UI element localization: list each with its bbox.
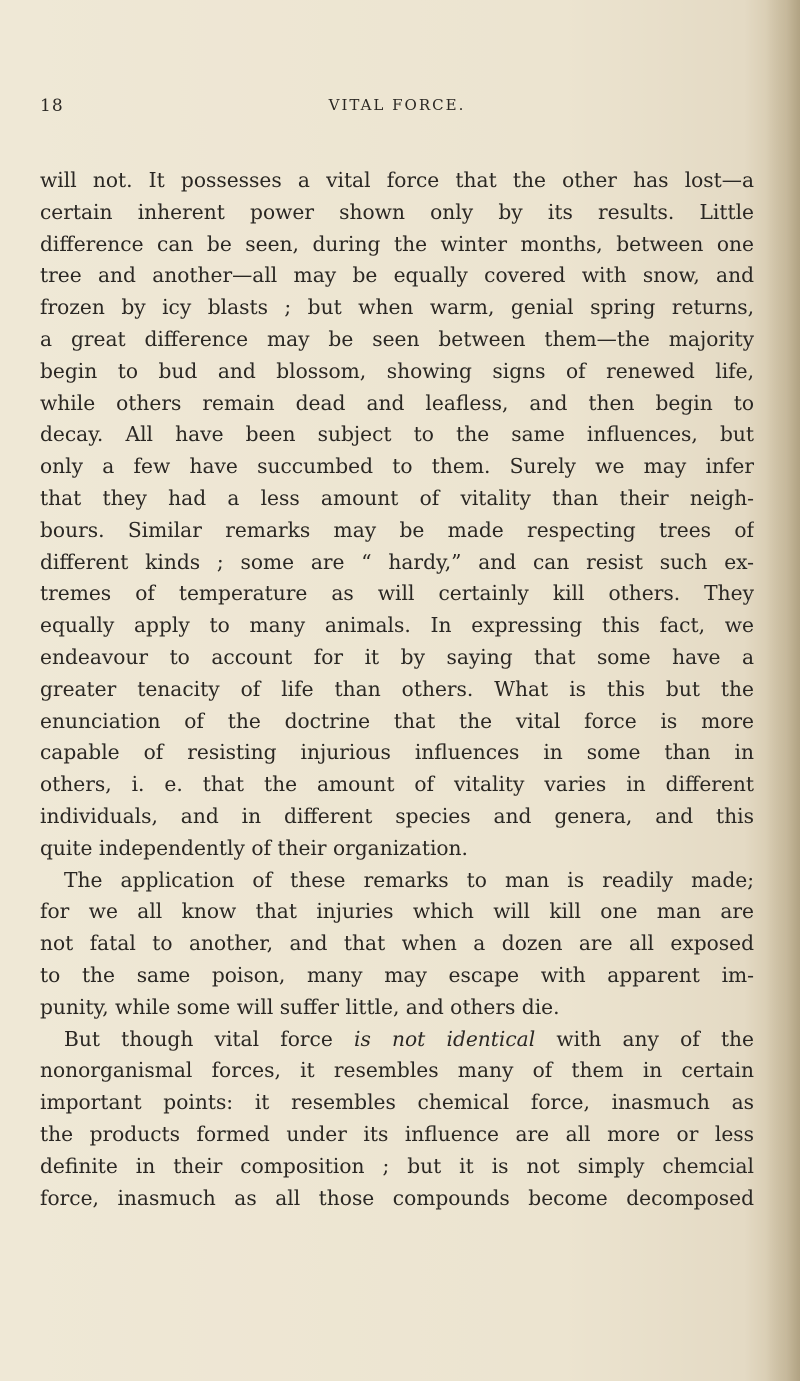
text-line: different kinds ; some are “ hardy,” and can resist such ex-: [40, 549, 754, 574]
text-line: others, i. e. that the amount of vitality varies in different: [40, 772, 754, 797]
text-line: that they had a less amount of vitality than their neigh-: [40, 485, 754, 510]
page-number: 18: [40, 96, 64, 116]
text-line: capable of resisting injurious influences in some than in: [40, 740, 754, 765]
text-line: tree and another—all may be equally covered with snow, and: [40, 263, 754, 288]
text-line: will not. It possesses a vital force that the other has lost—a: [40, 168, 754, 192]
text-line: a great difference may be seen between them—the majority: [40, 326, 754, 351]
text-line: punity, while some will suffer little, and others die.: [40, 994, 560, 1019]
text-line: frozen by icy blasts ; but when warm, genial spring returns,: [40, 295, 754, 320]
text-line: equally apply to many animals. In expressing this fact, we: [40, 613, 754, 638]
text-line: force, inasmuch as all those compounds become decomposed: [40, 1185, 754, 1210]
text-line: important points: it resembles chemical force, inasmuch as: [40, 1090, 754, 1115]
page-edge-shadow: [766, 0, 800, 1381]
running-title: VITAL FORCE.: [328, 96, 466, 114]
text-line: tremes of temperature as will certainly kill others. They: [40, 581, 754, 606]
text-line: certain inherent power shown only by its results. Little: [40, 199, 754, 224]
page-header: [40, 96, 754, 124]
text-line: nonorganismal forces, it resembles many of them in certain: [40, 1058, 754, 1083]
text-line: begin to bud and blossom, showing signs of renewed life,: [40, 358, 754, 383]
text-line: endeavour to account for it by saying that some have a: [40, 644, 754, 669]
text-segment: But though vital force: [64, 1026, 333, 1051]
text-line: greater tenacity of life than others. What is this but the: [40, 676, 754, 701]
text-line: the products formed under its influence are all more or less: [40, 1121, 754, 1146]
text-line: only a few have succumbed to them. Surely we may infer: [40, 454, 754, 479]
text-line: bours. Similar remarks may be made respecting trees of: [40, 517, 754, 542]
text-line: The application of these remarks to man is readily made;: [64, 867, 754, 892]
text-line: definite in their composition ; but it is not simply chemcial: [40, 1153, 754, 1178]
text-line: enunciation of the doctrine that the vital force is more: [40, 708, 754, 733]
body-text: [40, 165, 754, 1214]
text-line: while others remain dead and leafless, and then begin to: [40, 390, 754, 415]
text-line: to the same poison, many may escape with apparent im-: [40, 962, 754, 987]
text-line: quite independently of their organization.: [40, 835, 468, 860]
text-line: for we all know that injuries which will kill one man are: [40, 899, 754, 924]
text-line-mixed: [40, 1024, 754, 1056]
text-line: not fatal to another, and that when a dozen are all exposed: [40, 931, 754, 956]
text-segment: with any of the: [556, 1026, 754, 1051]
text-line: individuals, and in different species and genera, and this: [40, 803, 754, 828]
text-line: difference can be seen, during the winter months, between one: [40, 231, 754, 256]
text-line: decay. All have been subject to the same influences, but: [40, 422, 754, 447]
italic-phrase: is not identical: [353, 1026, 536, 1051]
